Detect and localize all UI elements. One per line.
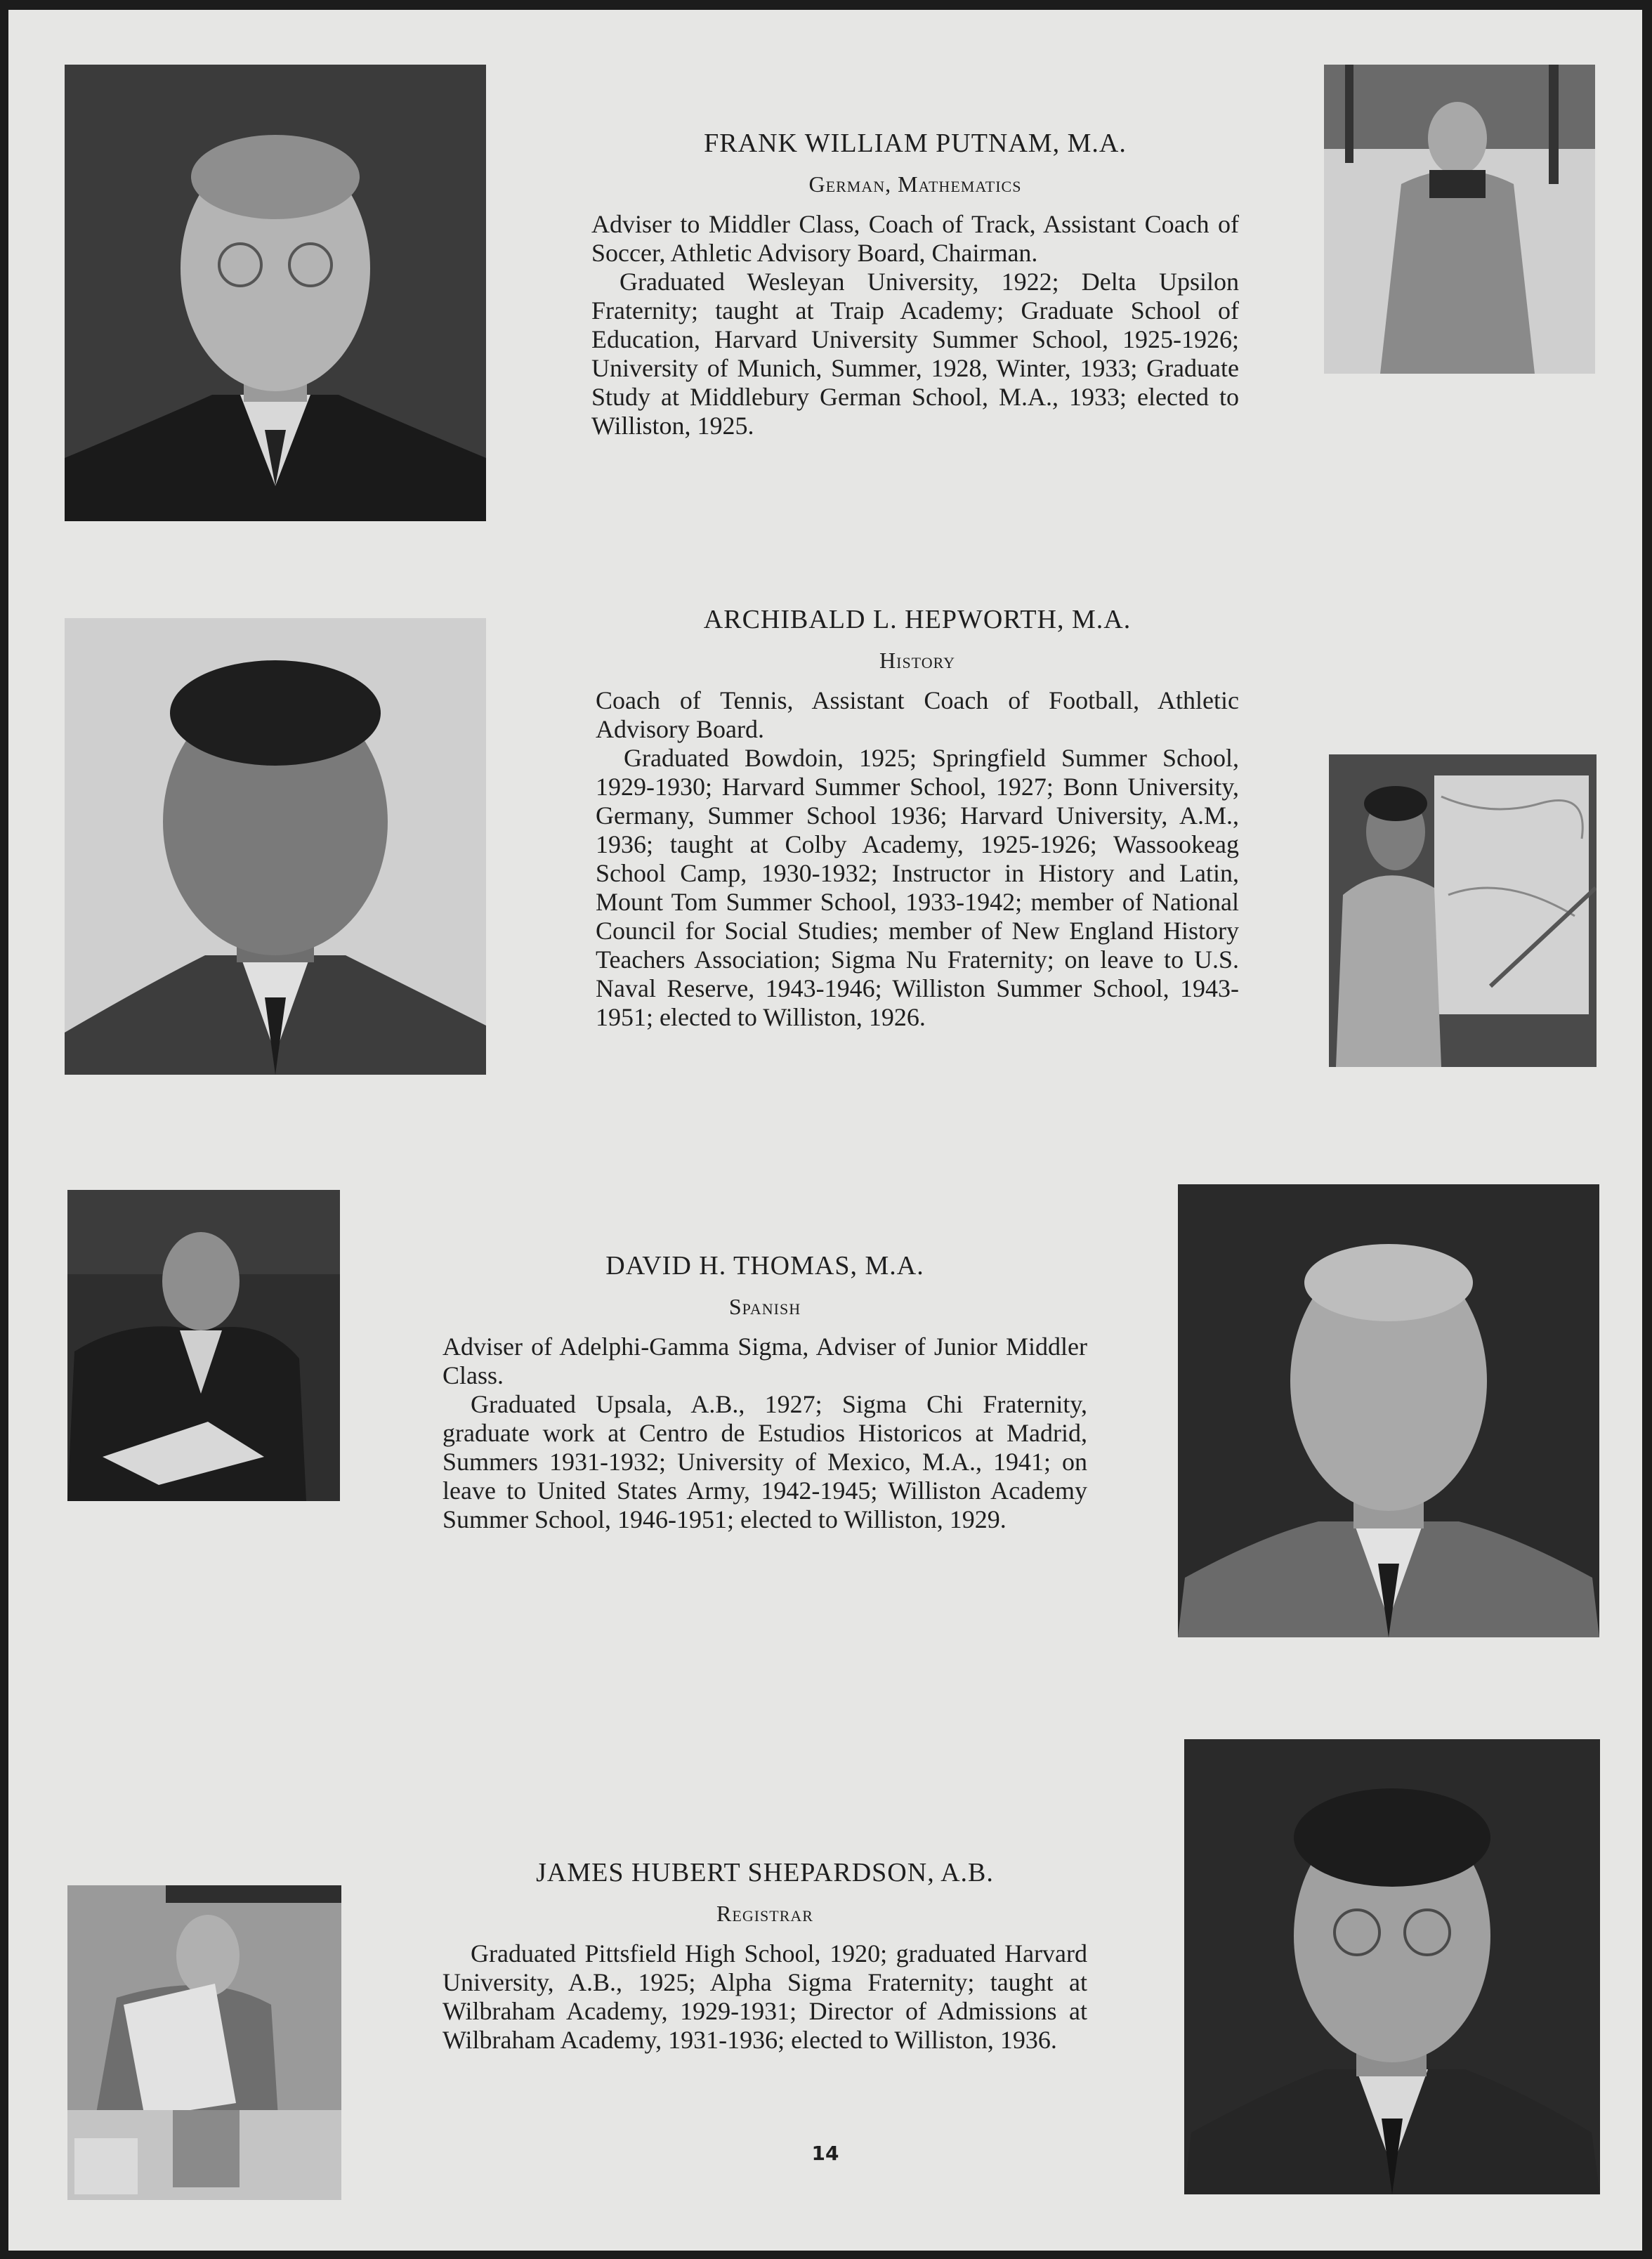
candid-photo-thomas — [67, 1190, 340, 1501]
faculty-duties: Coach of Tennis, Assistant Coach of Football, Athletic Advisory Board. — [596, 686, 1239, 743]
faculty-subject: History — [879, 648, 955, 673]
faculty-duties: Adviser to Middler Class, Coach of Track, Assistant Coach of Soccer, Athletic Advisory Board, Chairman. — [591, 210, 1239, 267]
faculty-biography: Graduated Pittsfield High School, 1920; graduated Harvard University, A.B., 1925; Alpha Sigma Fraternity; taught at Wilbraham Academy, 1929-1931; Director of Admissions at Wilbraham Academy, 1931-1936; elected to Williston, 1936. — [442, 1939, 1087, 2054]
faculty-biography: Graduated Bowdoin, 1925; Springfield Summer School, 1929-1930; Harvard Summer School, 1927; Bonn University, Germany, Summer School 1936; Harvard University, A.M., 1936; taught at Colby Academy, 1925-1926; Wassookeag School Camp, 1930-1932; Instructor in History and Latin, Mount Tom Summer School, 1933-1942; member of National Council for Social Studies; member of New England History Teachers Association; Sigma Nu Fraternity; on leave to U.S. Naval Reserve, 1943-1946; Williston Summer School, 1943-1951; elected to Williston, 1926. — [596, 744, 1239, 1031]
candid-photo-hepworth — [1329, 754, 1597, 1067]
faculty-entry-shepardson — [442, 1857, 1087, 2055]
faculty-duties: Adviser of Adelphi-Gamma Sigma, Adviser of Junior Middler Class. — [442, 1333, 1087, 1389]
portrait-photo-thomas — [1178, 1184, 1599, 1637]
portrait-photo-hepworth — [65, 618, 486, 1075]
portrait-photo-shepardson — [1184, 1739, 1600, 2194]
faculty-entry-putnam — [591, 128, 1239, 440]
faculty-name: JAMES HUBERT SHEPARDSON, A.B. — [536, 1858, 994, 1887]
faculty-subject: Spanish — [728, 1294, 801, 1319]
faculty-subject: German, Mathematics — [808, 171, 1022, 197]
faculty-entry-hepworth — [596, 604, 1239, 1032]
faculty-name: DAVID H. THOMAS, M.A. — [605, 1251, 924, 1281]
faculty-subject: Registrar — [716, 1901, 813, 1926]
faculty-name: FRANK WILLIAM PUTNAM, M.A. — [704, 129, 1127, 158]
page-number: 14 — [811, 2142, 839, 2165]
portrait-photo-putnam — [65, 65, 486, 521]
candid-photo-putnam — [1324, 65, 1595, 374]
faculty-biography: Graduated Wesleyan University, 1922; Delta Upsilon Fraternity; taught at Traip Academy; Graduate School of Education, Harvard University Summer School, 1925-1926; University of Munich, Summer, 1928, Winter, 1933; Graduate Study at Middlebury German School, M.A., 1933; elected to Williston, 1925. — [591, 268, 1239, 440]
faculty-name: ARCHIBALD L. HEPWORTH, M.A. — [703, 605, 1132, 634]
faculty-biography: Graduated Upsala, A.B., 1927; Sigma Chi Fraternity, graduate work at Centro de Estudios Historicos at Madrid, Summers 1931-1932; University of Mexico, M.A., 1941; on leave to United States Army, 1942-1945; Williston Academy Summer School, 1946-1951; elected to Williston, 1929. — [442, 1390, 1087, 1533]
yearbook-page — [8, 10, 1642, 2251]
faculty-entry-thomas — [442, 1250, 1087, 1534]
